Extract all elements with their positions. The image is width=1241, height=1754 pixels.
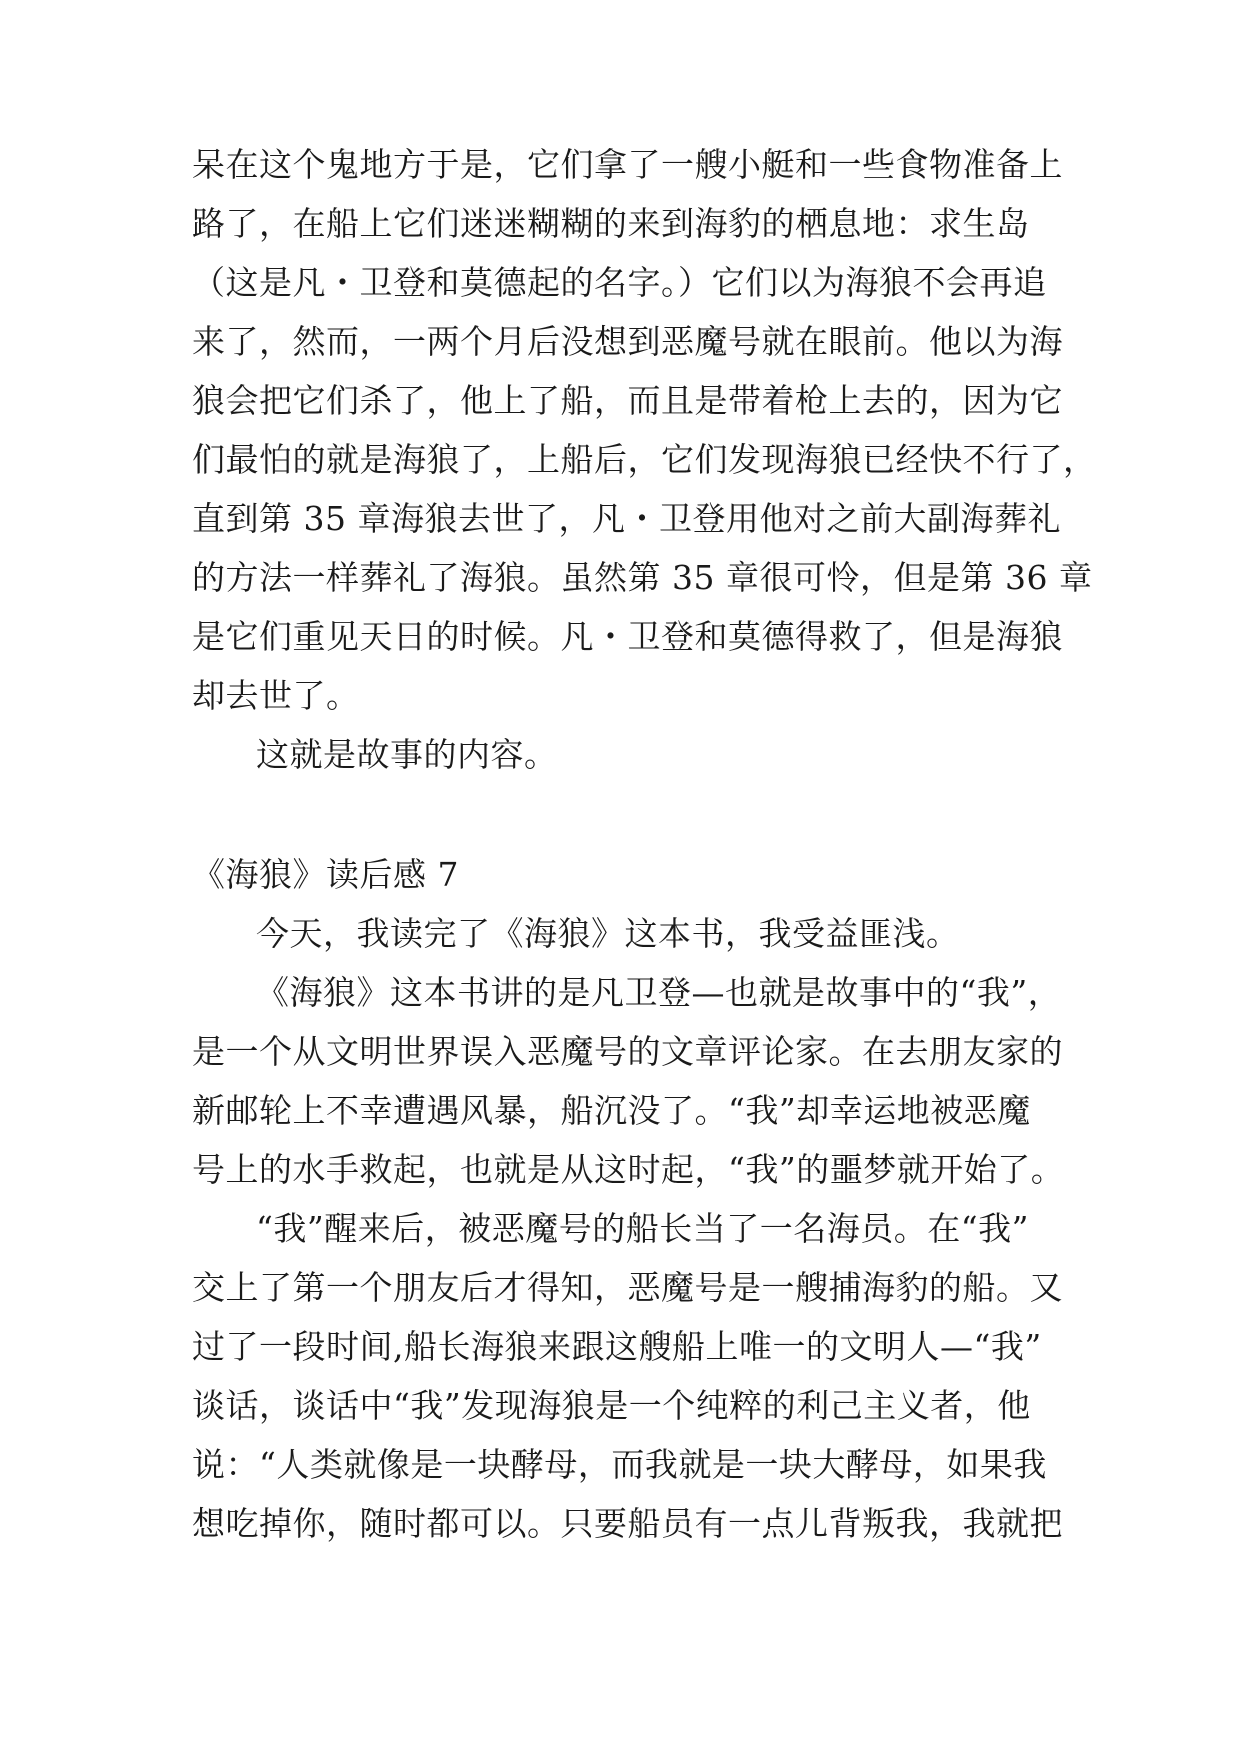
body-line: 狼会把它们杀了，他上了船，而且是带着枪上去的，因为它 [192, 381, 1063, 420]
section-heading: 《海狼》读后感 7 [192, 855, 459, 894]
body-line: 呆在这个鬼地方于是，它们拿了一艘小艇和一些食物准备上 [192, 145, 1063, 184]
body-line: 今天，我读完了《海狼》这本书，我受益匪浅。 [256, 914, 960, 953]
body-line: 想吃掉你，随时都可以。只要船员有一点儿背叛我，我就把 [192, 1504, 1063, 1543]
body-line: 却去世了。 [192, 676, 360, 715]
body-line: 交上了第一个朋友后才得知，恶魔号是一艘捕海豹的船。又 [192, 1268, 1063, 1307]
body-line: 们最怕的就是海狼了，上船后，它们发现海狼已经快不行了， [192, 440, 1097, 479]
body-line: 号上的水手救起，也就是从这时起，“我”的噩梦就开始了。 [192, 1150, 1065, 1189]
body-line: 谈话，谈话中“我”发现海狼是一个纯粹的利己主义者，他 [192, 1386, 1031, 1425]
body-line: 新邮轮上不幸遭遇风暴，船沉没了。“我”却幸运地被恶魔 [192, 1091, 1031, 1130]
body-line: （这是凡・卫登和莫德起的名字。）它们以为海狼不会再追 [192, 263, 1047, 302]
body-line: 是它们重见天日的时候。凡・卫登和莫德得救了，但是海狼 [192, 617, 1063, 656]
body-line: 过了一段时间,船长海狼来跟这艘船上唯一的文明人—“我” [192, 1327, 1042, 1366]
closing-line: 这就是故事的内容。 [256, 735, 558, 774]
body-line: 《海狼》这本书讲的是凡卫登—也就是故事中的“我”， [256, 973, 1062, 1012]
body-line: 说：“人类就像是一块酵母，而我就是一块大酵母，如果我 [192, 1445, 1047, 1484]
body-line: 来了，然而，一两个月后没想到恶魔号就在眼前。他以为海 [192, 322, 1063, 361]
body-line: 是一个从文明世界误入恶魔号的文章评论家。在去朋友家的 [192, 1032, 1063, 1071]
body-line: 直到第 35 章海狼去世了，凡・卫登用他对之前大副海葬礼 [192, 499, 1061, 538]
body-line: 路了，在船上它们迷迷糊糊的来到海豹的栖息地：求生岛 [192, 204, 1030, 243]
body-line: “我”醒来后，被恶魔号的船长当了一名海员。在“我” [256, 1209, 1029, 1248]
body-line: 的方法一样葬礼了海狼。虽然第 35 章很可怜，但是第 36 章 [192, 558, 1093, 597]
